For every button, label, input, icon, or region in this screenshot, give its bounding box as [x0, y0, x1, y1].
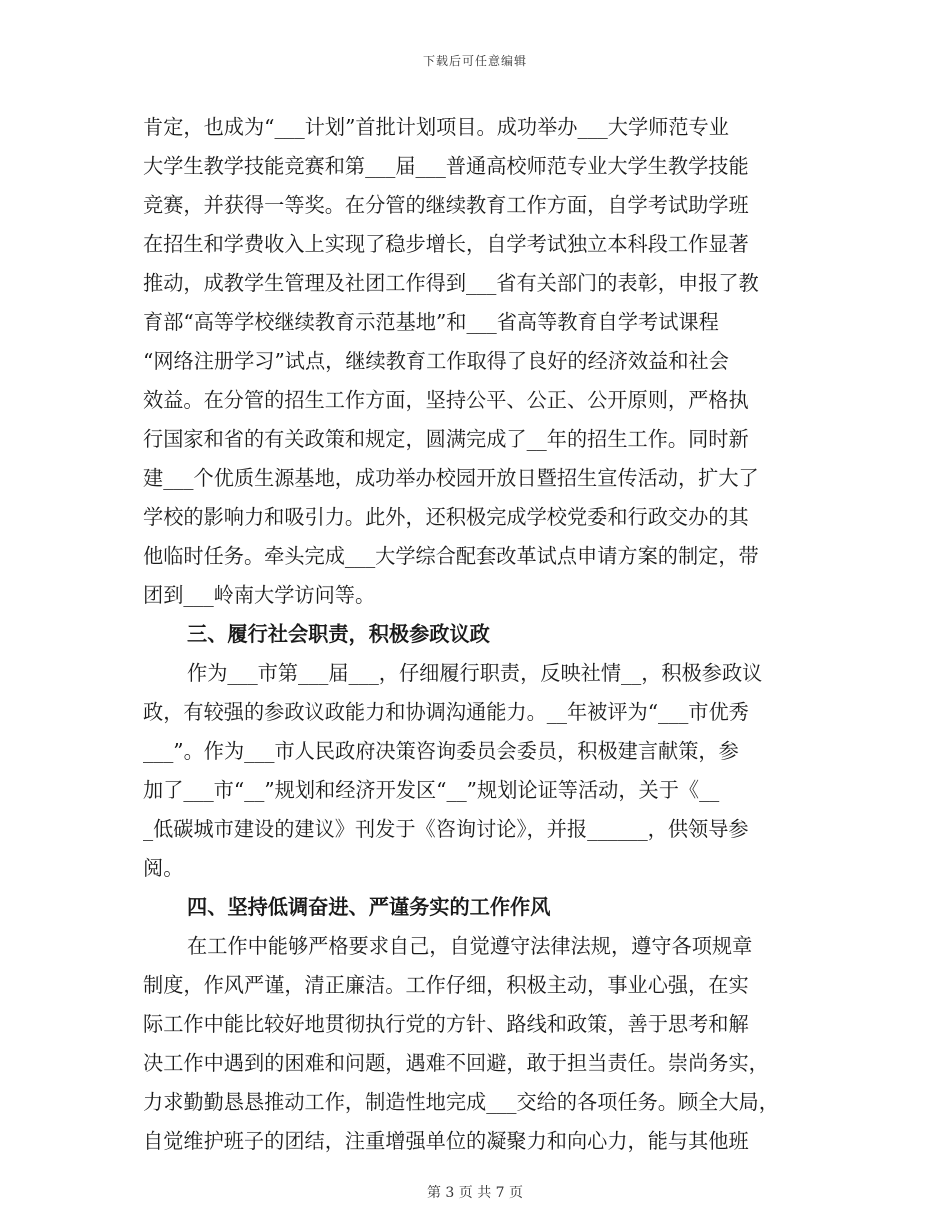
body-line: _低碳城市建设的建议》刊发于《咨询讨论》，并报______，供领导参: [143, 817, 749, 841]
body-line: 他临时任务。牵头完成___大学综合配套改革试点申请方案的制定，带: [143, 544, 759, 568]
body-line: 行国家和省的有关政策和规定，圆满完成了__年的招生工作。同时新: [143, 427, 749, 451]
body-line: 大学生教学技能竞赛和第___届___普通高校师范专业大学生教学技能: [143, 154, 749, 178]
body-line: ___”。作为___市人民政府决策咨询委员会委员，积极建言献策，参: [143, 739, 739, 763]
body-line: 效益。在分管的招生工作方面，坚持公平、公正、公开原则，严格执: [143, 388, 749, 412]
body-line: 政，有较强的参政议政能力和协调沟通能力。__年被评为“___市优秀: [143, 700, 749, 724]
body-line: 竞赛，并获得一等奖。在分管的继续教育工作方面，自学考试助学班: [143, 193, 749, 217]
body-line: 决工作中遇到的困难和问题，遇难不回避，敢于担当责任。崇尚务实，: [143, 1051, 769, 1075]
page-number: 第 3 页 共 7 页: [426, 1185, 524, 1201]
body-line: 推动，成教学生管理及社团工作得到___省有关部门的表彰，申报了教: [143, 271, 759, 295]
body-line: 力求勤勤恳恳推动工作，制造性地完成___交给的各项任务。顾全大局，: [143, 1090, 779, 1114]
body-line: 团到___岭南大学访问等。: [143, 583, 376, 607]
body-line: 学校的影响力和吸引力。此外，还积极完成学校党委和行政交办的其: [143, 505, 749, 529]
section-heading: 四、坚持低调奋进、严谨务实的工作作风: [187, 895, 551, 919]
paragraph-first-line: 在工作中能够严格要求自己，自觉遵守法律法规，遵守各项规章: [187, 934, 753, 958]
body-line: 加了___市“__”规划和经济开发区“__”规划论证等活动，关于《__: [143, 778, 720, 802]
body-line: “网络注册学习”试点，继续教育工作取得了良好的经济效益和社会: [143, 349, 729, 373]
body-line: 肯定，也成为“___计划”首批计划项目。成功举办___大学师范专业: [143, 115, 729, 139]
body-line: 育部“高等学校继续教育示范基地”和___省高等教育自学考试课程: [143, 310, 719, 334]
download-editable-note: 下载后可任意编辑: [422, 54, 527, 68]
body-line: 阅。: [143, 856, 184, 880]
body-line: 自觉维护班子的团结，注重增强单位的凝聚力和向心力，能与其他班: [143, 1129, 749, 1153]
document-body: [143, 108, 813, 1161]
body-line: 际工作中能比较好地贯彻执行党的方针、路线和政策，善于思考和解: [143, 1012, 749, 1036]
body-line: 建___个优质生源基地，成功举办校园开放日暨招生宣传活动，扩大了: [143, 466, 759, 490]
section-heading: 三、履行社会职责，积极参政议政: [187, 622, 490, 646]
body-line: 在招生和学费收入上实现了稳步增长，自学考试独立本科段工作显著: [143, 232, 749, 256]
body-line: 制度，作风严谨，清正廉洁。工作仔细，积极主动，事业心强，在实: [143, 973, 749, 997]
paragraph-first-line: 作为___市第___届___，仔细履行职责，反映社情__，积极参政议: [187, 661, 763, 685]
